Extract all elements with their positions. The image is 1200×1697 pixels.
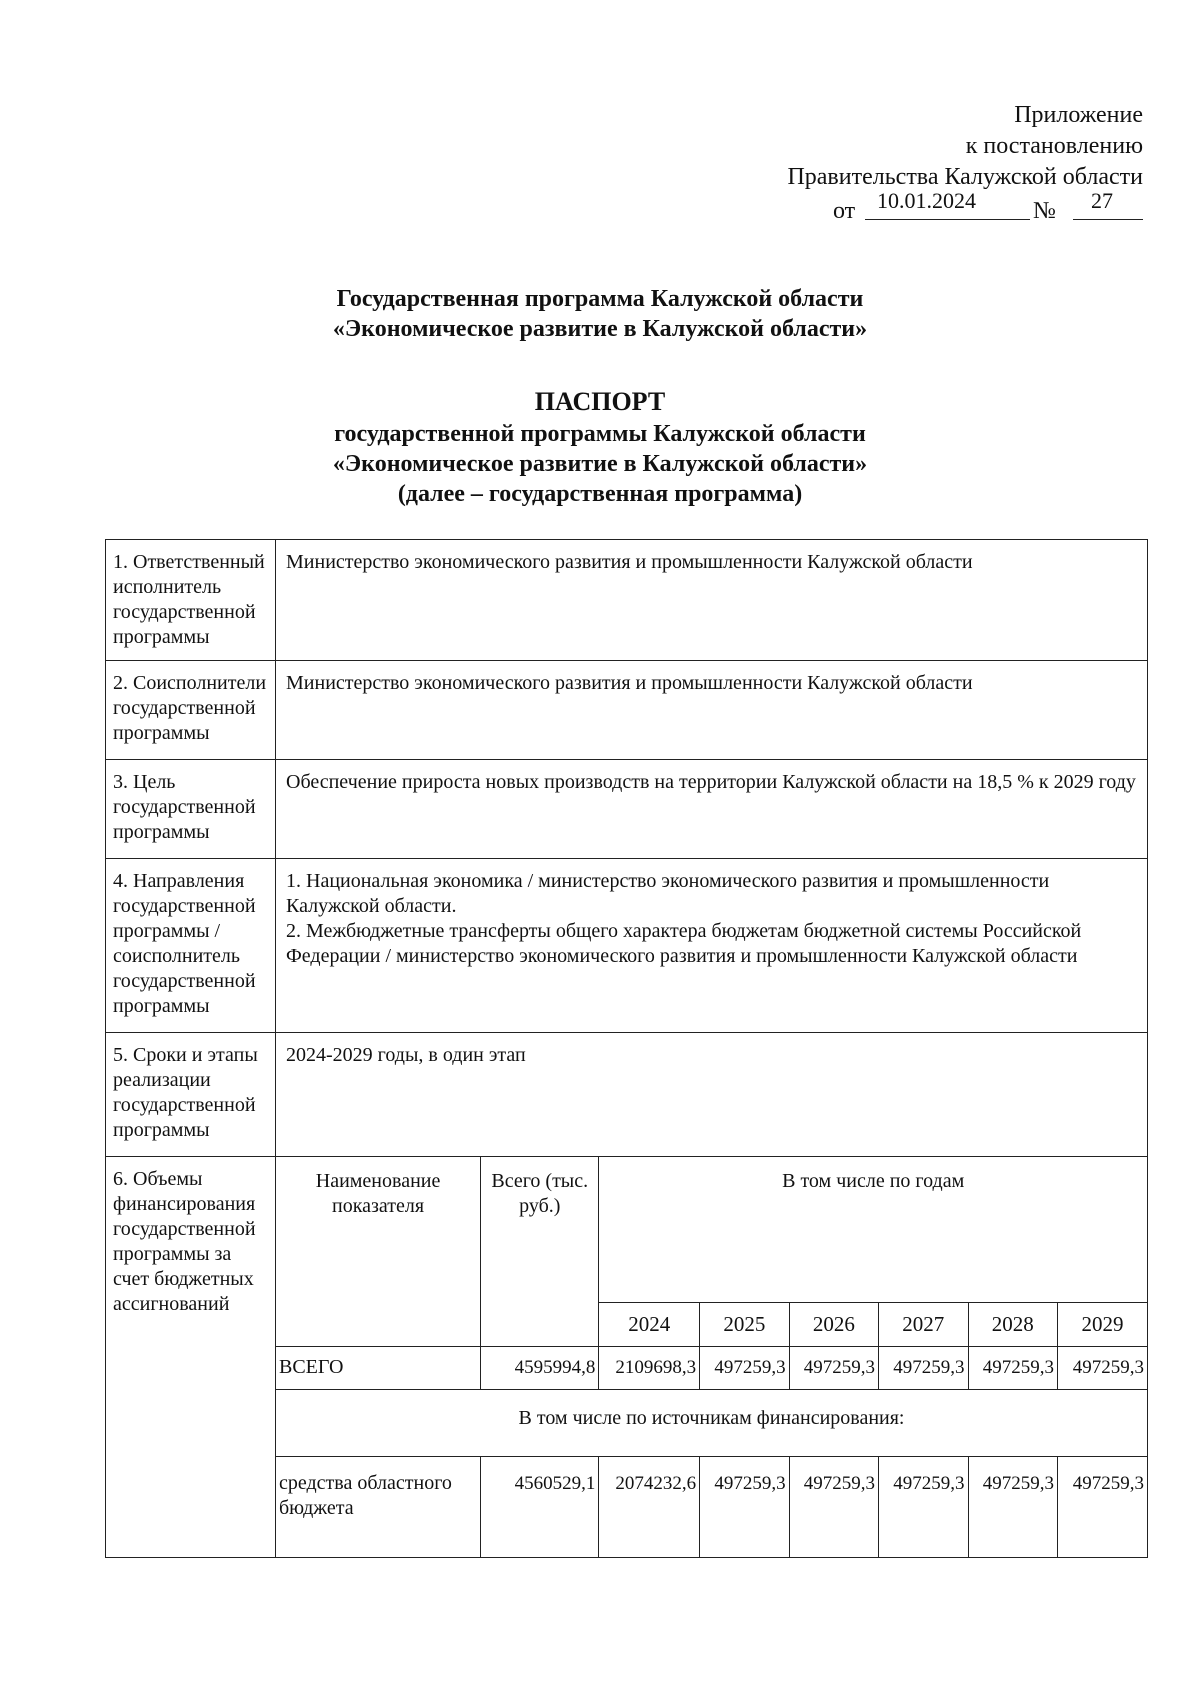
row-value: 2024-2029 годы, в один этап bbox=[276, 1033, 1148, 1157]
sources-caption: В том числе по источникам финансирования: bbox=[276, 1390, 1147, 1457]
year-header: 2029 bbox=[1057, 1303, 1147, 1347]
appendix-header bbox=[787, 100, 1143, 193]
passport-table bbox=[105, 539, 1148, 1558]
year-value: 2109698,3 bbox=[599, 1347, 700, 1390]
col-header-total: Всего (тыс. руб.) bbox=[481, 1157, 599, 1347]
table-row bbox=[106, 760, 1148, 859]
number-label: № bbox=[1033, 198, 1056, 224]
row-label: 1. Ответственный исполнитель государственной программы bbox=[106, 540, 276, 661]
year-header: 2024 bbox=[599, 1303, 700, 1347]
table-row bbox=[106, 1157, 1148, 1558]
col-header-years: В том числе по годам bbox=[599, 1157, 1147, 1303]
row-label: 6. Объемы финансирования государственной программы за счет бюджетных ассигнований bbox=[106, 1157, 276, 1558]
total-sum: 4595994,8 bbox=[481, 1347, 599, 1390]
appendix-title: Приложение bbox=[1014, 102, 1143, 128]
year-value: 497259,3 bbox=[700, 1457, 789, 1558]
appendix-reference: к постановлению bbox=[965, 133, 1143, 159]
sources-caption-row bbox=[276, 1390, 1147, 1457]
year-header: 2027 bbox=[879, 1303, 968, 1347]
row-value: Министерство экономического развития и промышленности Калужской области bbox=[276, 661, 1148, 760]
year-value: 497259,3 bbox=[879, 1457, 968, 1558]
direction-item: 2. Межбюджетные трансферты общего характера бюджетам бюджетной системы Российской Федерации / министерство экономического развития и промышленности Калужской области bbox=[286, 920, 1082, 967]
year-value: 2074232,6 bbox=[599, 1457, 700, 1558]
regional-budget-row bbox=[276, 1457, 1147, 1558]
table-row bbox=[106, 540, 1148, 661]
col-header-name: Наименование показателя bbox=[276, 1157, 481, 1347]
row-label: 5. Сроки и этапы реализации государственной программы bbox=[106, 1033, 276, 1157]
table-row bbox=[106, 661, 1148, 760]
passport-title-line: государственной программы Калужской области bbox=[334, 421, 866, 447]
financing-cell bbox=[276, 1157, 1148, 1558]
year-header: 2026 bbox=[789, 1303, 878, 1347]
program-title bbox=[0, 284, 1200, 344]
regional-budget-label: средства областного бюджета bbox=[276, 1457, 481, 1558]
regional-budget-total: 4560529,1 bbox=[481, 1457, 599, 1558]
passport-heading: ПАСПОРТ bbox=[534, 387, 666, 416]
year-header: 2025 bbox=[700, 1303, 789, 1347]
year-value: 497259,3 bbox=[879, 1347, 968, 1390]
row-value bbox=[276, 859, 1148, 1033]
decree-date-number bbox=[833, 188, 1143, 224]
program-title-line: «Экономическое развитие в Калужской области» bbox=[332, 316, 868, 342]
year-value: 497259,3 bbox=[1057, 1347, 1147, 1390]
row-label: 2. Соисполнители государственной программы bbox=[106, 661, 276, 760]
from-label: от bbox=[833, 198, 856, 224]
direction-item: 1. Национальная экономика / министерство экономического развития и промышленности Калужской области. bbox=[286, 870, 1050, 917]
year-header: 2028 bbox=[968, 1303, 1057, 1347]
financing-header-row bbox=[276, 1157, 1147, 1303]
row-label: 4. Направления государственной программы / соисполнитель государственной программы bbox=[106, 859, 276, 1033]
total-label: ВСЕГО bbox=[276, 1347, 481, 1390]
year-value: 497259,3 bbox=[968, 1457, 1057, 1558]
passport-title-line: «Экономическое развитие в Калужской области» bbox=[332, 451, 868, 477]
financing-table bbox=[276, 1157, 1147, 1557]
table-row bbox=[106, 859, 1148, 1033]
year-value: 497259,3 bbox=[789, 1347, 878, 1390]
passport-title bbox=[0, 385, 1200, 509]
decree-date: 10.01.2024 bbox=[877, 188, 976, 213]
program-title-line: Государственная программа Калужской области bbox=[336, 286, 864, 312]
row-label: 3. Цель государственной программы bbox=[106, 760, 276, 859]
passport-title-line: (далее – государственная программа) bbox=[397, 481, 803, 507]
decree-number: 27 bbox=[1091, 188, 1113, 213]
year-value: 497259,3 bbox=[789, 1457, 878, 1558]
year-value: 497259,3 bbox=[700, 1347, 789, 1390]
row-value: Министерство экономического развития и промышленности Калужской области bbox=[276, 540, 1148, 661]
year-value: 497259,3 bbox=[968, 1347, 1057, 1390]
year-value: 497259,3 bbox=[1057, 1457, 1147, 1558]
appendix-authority: Правительства Калужской области bbox=[787, 164, 1143, 190]
table-row bbox=[106, 1033, 1148, 1157]
total-row bbox=[276, 1347, 1147, 1390]
row-value: Обеспечение прироста новых производств на территории Калужской области на 18,5 % к 2029 году bbox=[276, 760, 1148, 859]
